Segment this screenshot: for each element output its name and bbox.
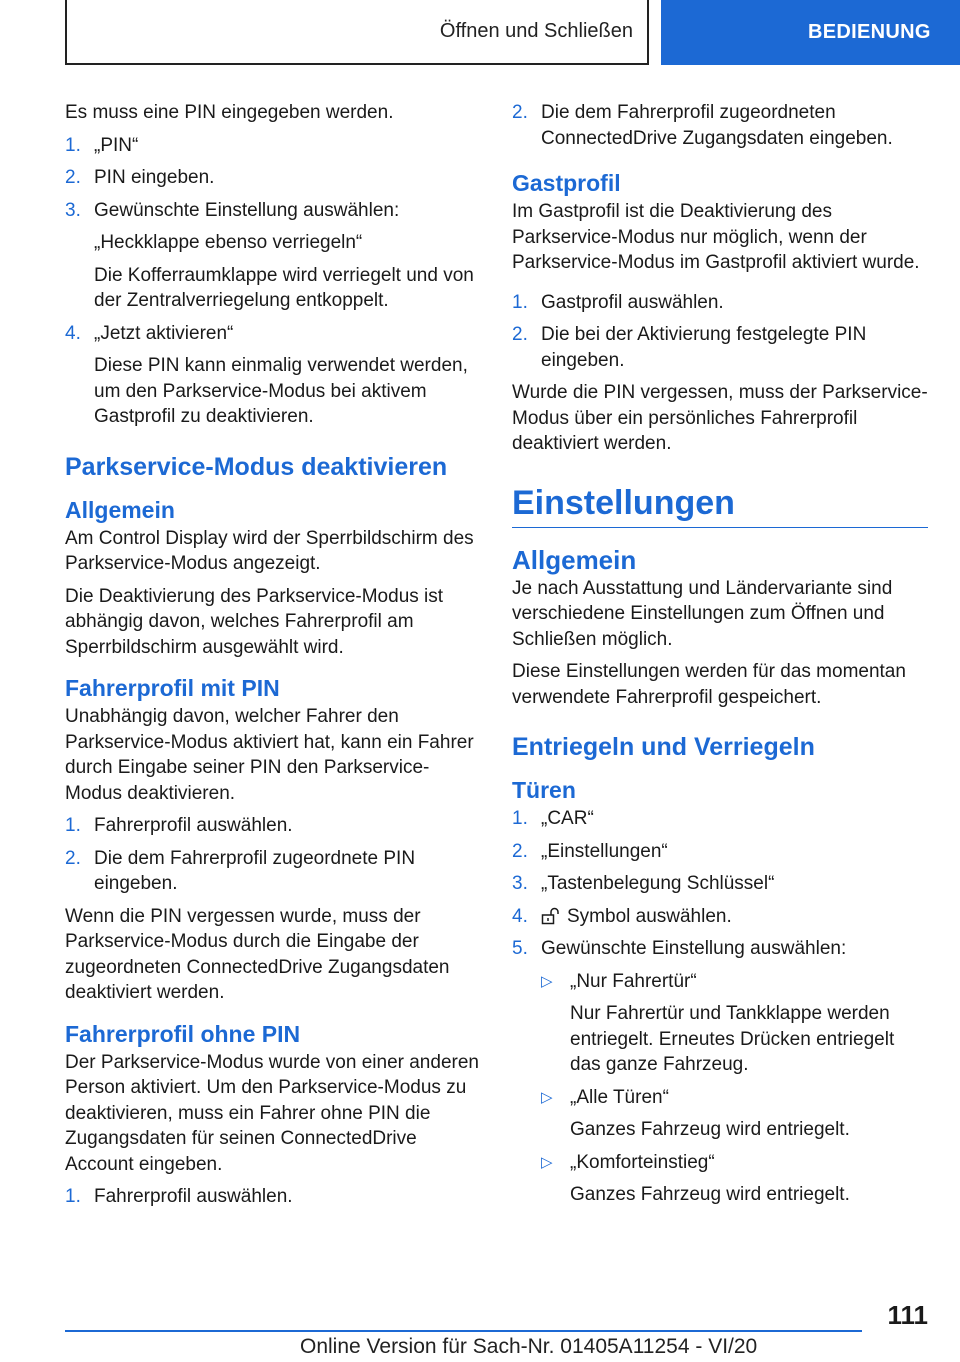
option-label: „Komforteinstieg“ (570, 1151, 715, 1173)
right-column (512, 100, 928, 1215)
heading-profile-without-pin: Fahrerprofil ohne PIN (65, 1020, 301, 1047)
list-item (512, 100, 928, 151)
heading-general: Allgemein (512, 544, 637, 575)
step-text: Fahrerprofil auswählen. (94, 1186, 293, 1207)
paragraph: Diese Einstellungen werden für das momentan verwendete Fahrerprofil gespeichert. (512, 661, 906, 708)
paragraph: Der Parkservice-Modus wurde von einer anderen Person aktiviert. Um den Parkservice-Modus zu deaktivieren, muss ein Fahrer ohne PIN die Zugangsdaten für seinen ConnectedDrive Account eingeben. (65, 1051, 479, 1175)
step-text: „CAR“ (541, 808, 594, 829)
step-text: Gewünschte Einstellung auswählen: (94, 199, 400, 221)
step-text: „Jetzt aktivieren“ (94, 322, 234, 344)
step-number: 1. (512, 808, 528, 829)
step-number: 4. (512, 905, 528, 927)
option-item (541, 1085, 928, 1143)
step-number: 4. (65, 322, 81, 344)
step-number: 2. (512, 102, 528, 123)
step-text: Die dem Fahrerprofil zugeordnete PIN eingeben. (94, 847, 416, 894)
page-number: 111 (887, 1300, 928, 1330)
list-item (512, 322, 928, 373)
step-number: 3. (65, 199, 81, 221)
list-item (65, 846, 479, 897)
step-text: Gastprofil auswählen. (541, 291, 724, 313)
profile-pin-steps (65, 813, 479, 897)
footer-divider (65, 1330, 862, 1332)
step-subtext: Diese PIN kann einmalig verwendet werden, um den Parkservice-Modus bei aktivem Gastprofil zu deaktivieren. (94, 355, 468, 427)
heading-unlock-lock: Entriegeln und Verriegeln (512, 733, 815, 761)
list-item (65, 165, 479, 191)
triangle-bullet-icon: ▷ (541, 1088, 553, 1106)
paragraph: Im Gastprofil ist die Deaktivierung des Parkservice-Modus nur möglich, wenn der Parkservice-Modus im Gastprofil aktiviert wurde. (512, 201, 920, 273)
heading-settings: Einstellungen (512, 483, 928, 528)
paragraph: Wenn die PIN vergessen wurde, muss der Parkservice-Modus durch die Eingabe der zugeordneten ConnectedDrive Zugangsdaten deaktiviert werden. (65, 905, 450, 1003)
triangle-bullet-icon: ▷ (541, 1153, 553, 1171)
section-title: Öffnen und Schließen (439, 20, 633, 42)
list-item (512, 290, 928, 316)
step-number: 1. (65, 134, 81, 156)
paragraph: Wurde die PIN vergessen, muss der Parkservice-Modus über ein persönliches Fahrerprofil deaktiviert werden. (512, 382, 928, 454)
door-settings-steps (512, 806, 928, 1208)
step-number: 3. (512, 873, 528, 894)
heading-guest-profile: Gastprofil (512, 170, 621, 196)
step-number: 1. (65, 815, 81, 836)
option-label: „Alle Türen“ (570, 1086, 669, 1108)
step-number: 2. (65, 167, 81, 188)
step-text: Fahrerprofil auswählen. (94, 815, 293, 836)
step-number: 1. (512, 291, 528, 313)
profile-no-pin-steps (65, 1184, 479, 1210)
step-number: 2. (512, 324, 528, 345)
intro-text: Es muss eine PIN eingegeben werden. (65, 102, 394, 123)
option-item (541, 969, 928, 1078)
option-label: „Nur Fahrertür“ (570, 970, 697, 992)
list-item (65, 198, 479, 314)
step-text: Gewünschte Einstellung auswählen: (541, 938, 847, 959)
step-number: 5. (512, 938, 528, 959)
step-text: Die bei der Aktivierung festgelegte PIN eingeben. (541, 324, 867, 371)
paragraph: Am Control Display wird der Sperrbildschirm des Parkservice-Modus angezeigt. (65, 527, 474, 574)
step-text: „Einstellungen“ (541, 840, 668, 862)
option-item (541, 1150, 928, 1208)
list-item (65, 1184, 479, 1210)
list-item (512, 871, 928, 897)
step-subtext: „Heckklappe ebenso verriegeln“ (94, 232, 363, 253)
step-text: „PIN“ (94, 134, 139, 156)
paragraph: Unabhängig davon, welcher Fahrer den Parkservice-Modus aktiviert hat, kann ein Fahrer durch Eingabe seiner PIN den Parkservice-Modus deaktivieren. (65, 706, 474, 804)
heading-profile-with-pin: Fahrerprofil mit PIN (65, 675, 280, 701)
header-chapter-tab (661, 0, 960, 65)
list-item (512, 936, 928, 1208)
options-list (541, 969, 928, 1208)
footer-version-text: Online Version für Sach-Nr. 01405A11254 - VI/20 (300, 1335, 758, 1358)
heading-doors: Türen (512, 777, 576, 803)
step-number: 1. (65, 1186, 81, 1207)
triangle-bullet-icon: ▷ (541, 972, 553, 990)
list-item (65, 321, 479, 430)
pin-steps-list (65, 133, 479, 430)
list-item (512, 904, 928, 930)
header-section-title (65, 0, 649, 65)
continued-steps (512, 100, 928, 151)
step-subtext: Die Kofferraumklappe wird verriegelt und von der Zentralverriegelung entkoppelt. (94, 264, 474, 311)
list-item (65, 133, 479, 159)
unlock-icon (541, 907, 561, 925)
paragraph: Je nach Ausstattung und Ländervariante sind verschiedene Einstellungen zum Öffnen und Schließen möglich. (512, 577, 893, 650)
option-description: Nur Fahrertür und Tankklappe werden entriegelt. Erneutes Drücken entriegelt das ganze Fahrzeug. (570, 1003, 895, 1075)
step-number: 2. (512, 840, 528, 862)
heading-deactivate: Parkservice-Modus deaktivieren (65, 452, 448, 481)
left-column (65, 100, 479, 1217)
step-text: Symbol auswählen. (567, 905, 732, 927)
paragraph: Die Deaktivierung des Parkservice-Modus ist abhängig davon, welches Fahrerprofil am Sperrbildschirm ausgewählt wird. (65, 585, 444, 658)
heading-general: Allgemein (65, 496, 175, 523)
step-text: PIN eingeben. (94, 167, 215, 188)
step-text: Die dem Fahrerprofil zugeordneten ConnectedDrive Zugangsdaten eingeben. (541, 102, 893, 149)
list-item (512, 806, 928, 832)
list-item (65, 813, 479, 839)
option-description: Ganzes Fahrzeug wird entriegelt. (570, 1119, 850, 1140)
option-description: Ganzes Fahrzeug wird entriegelt. (570, 1184, 850, 1205)
step-number: 2. (65, 847, 81, 869)
list-item (512, 839, 928, 865)
step-text: „Tastenbelegung Schlüssel“ (541, 873, 775, 894)
guest-steps (512, 290, 928, 374)
chapter-title: BEDIENUNG (808, 21, 931, 43)
